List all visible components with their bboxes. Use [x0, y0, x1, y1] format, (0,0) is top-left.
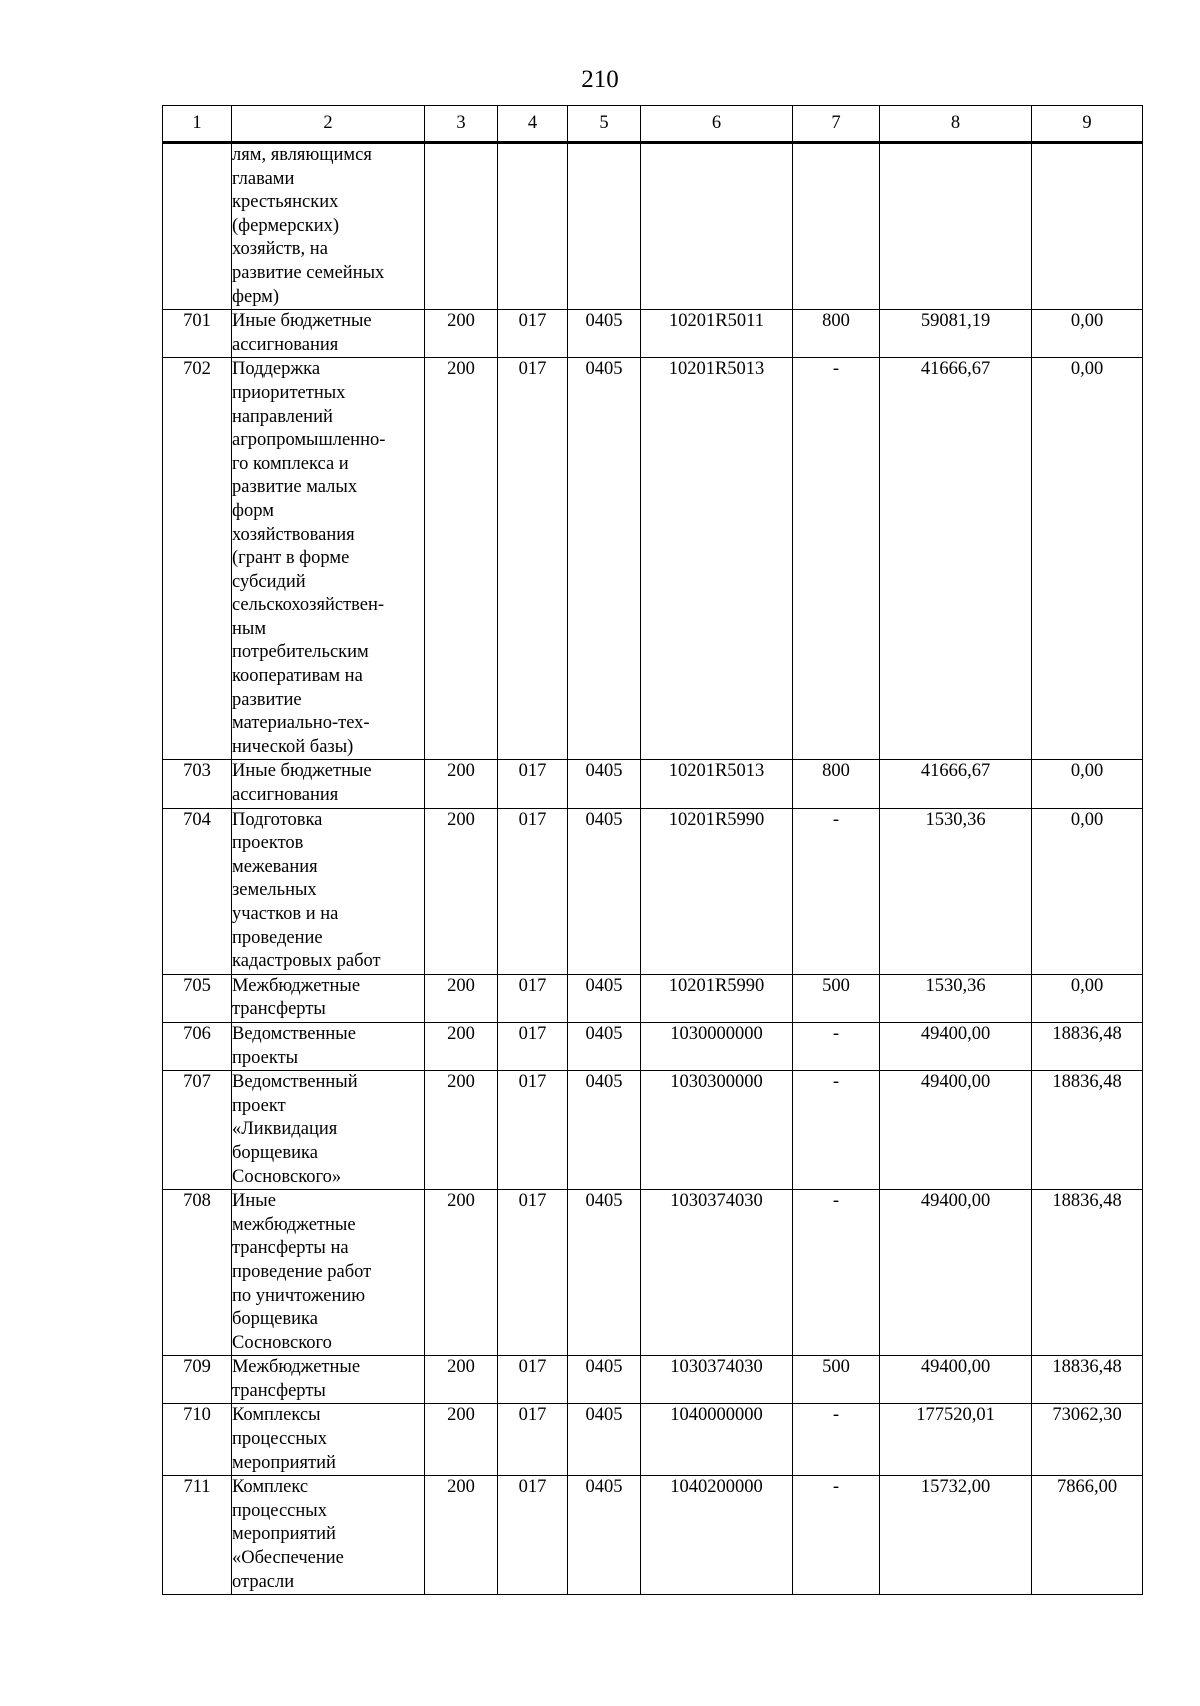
description-line: главами — [232, 168, 295, 189]
description-cell — [232, 143, 425, 310]
description-line: развитие малых — [232, 477, 358, 498]
amount-col9-cell: 0,00 — [1032, 358, 1143, 760]
description-line: трансферты на — [232, 1238, 349, 1259]
description-line: процессных — [232, 1429, 327, 1450]
row-number-cell: 710 — [163, 1404, 232, 1476]
column-header-7: 7 — [793, 106, 880, 143]
table-row — [163, 974, 1143, 1022]
amount-col8-cell: 41666,67 — [880, 760, 1032, 808]
description-line: (грант в форме — [232, 548, 350, 569]
amount-col9-cell: 0,00 — [1032, 808, 1143, 974]
description-line: Иные бюджетные — [232, 311, 372, 332]
amount-col9-cell — [1032, 143, 1143, 310]
amount-col8-cell: 49400,00 — [880, 1071, 1032, 1190]
description-line: борщевика — [232, 1142, 318, 1163]
code-col4-cell: 017 — [498, 974, 568, 1022]
code-col6-cell: 10201R5011 — [641, 310, 793, 358]
description-line: форм — [232, 500, 274, 521]
code-col6-cell: 10201R5013 — [641, 358, 793, 760]
description-line: земельных — [232, 880, 317, 901]
description-cell — [232, 1022, 425, 1070]
code-col3-cell — [425, 143, 498, 310]
code-col3-cell: 200 — [425, 1476, 498, 1595]
row-number-cell: 705 — [163, 974, 232, 1022]
amount-col9-cell: 18836,48 — [1032, 1190, 1143, 1356]
code-col7-cell: 500 — [793, 1356, 880, 1404]
code-col5-cell: 0405 — [568, 808, 641, 974]
description-line: нической базы) — [232, 736, 354, 757]
column-header-8: 8 — [880, 106, 1032, 143]
row-number-cell: 707 — [163, 1071, 232, 1190]
code-col3-cell: 200 — [425, 808, 498, 974]
description-line: ассигнования — [232, 785, 339, 806]
description-line: развитие — [232, 689, 302, 710]
description-line: трансферты — [232, 1380, 326, 1401]
code-col3-cell: 200 — [425, 1190, 498, 1356]
description-line: приоритетных — [232, 382, 346, 403]
code-col6-cell: 1030000000 — [641, 1022, 793, 1070]
code-col4-cell: 017 — [498, 1190, 568, 1356]
code-col7-cell: 800 — [793, 760, 880, 808]
row-number-cell: 701 — [163, 310, 232, 358]
description-line: крестьянских — [232, 192, 339, 213]
code-col7-cell: 500 — [793, 974, 880, 1022]
code-col5-cell: 0405 — [568, 1071, 641, 1190]
code-col3-cell: 200 — [425, 760, 498, 808]
table-body — [163, 143, 1143, 1595]
description-line: мероприятий — [232, 1524, 336, 1545]
description-line: агропромышленно- — [232, 430, 386, 451]
table-row — [163, 1022, 1143, 1070]
row-number-cell: 708 — [163, 1190, 232, 1356]
description-line: трансферты — [232, 999, 326, 1020]
table-row — [163, 1404, 1143, 1476]
description-line: отрасли — [232, 1571, 295, 1592]
row-number-cell: 706 — [163, 1022, 232, 1070]
code-col3-cell: 200 — [425, 1022, 498, 1070]
column-header-4: 4 — [498, 106, 568, 143]
description-line: Комплекс — [232, 1477, 309, 1498]
description-line: Сосновского» — [232, 1166, 342, 1187]
description-line: кадастровых работ — [232, 951, 381, 972]
description-line: го комплекса и — [232, 453, 349, 474]
column-header-9: 9 — [1032, 106, 1143, 143]
code-col3-cell: 200 — [425, 1404, 498, 1476]
code-col6-cell — [641, 143, 793, 310]
description-cell — [232, 1356, 425, 1404]
budget-table — [162, 105, 1143, 1595]
amount-col8-cell: 1530,36 — [880, 974, 1032, 1022]
row-number-cell: 711 — [163, 1476, 232, 1595]
code-col3-cell: 200 — [425, 310, 498, 358]
code-col7-cell: - — [793, 1476, 880, 1595]
amount-col9-cell: 7866,00 — [1032, 1476, 1143, 1595]
code-col5-cell: 0405 — [568, 1190, 641, 1356]
code-col5-cell — [568, 143, 641, 310]
description-line: хозяйствования — [232, 524, 355, 545]
description-line: проект — [232, 1095, 286, 1116]
code-col7-cell — [793, 143, 880, 310]
amount-col9-cell: 0,00 — [1032, 310, 1143, 358]
amount-col9-cell: 0,00 — [1032, 974, 1143, 1022]
amount-col9-cell: 18836,48 — [1032, 1022, 1143, 1070]
description-line: процессных — [232, 1500, 327, 1521]
code-col7-cell: - — [793, 1022, 880, 1070]
code-col5-cell: 0405 — [568, 358, 641, 760]
code-col4-cell — [498, 143, 568, 310]
description-line: Ведомственный — [232, 1072, 358, 1093]
table-row — [163, 143, 1143, 310]
description-line: межбюджетные — [232, 1214, 356, 1235]
description-cell — [232, 310, 425, 358]
description-line: субсидий — [232, 571, 306, 592]
description-line: Ведомственные — [232, 1023, 356, 1044]
code-col4-cell: 017 — [498, 760, 568, 808]
code-col4-cell: 017 — [498, 1022, 568, 1070]
description-line: сельскохозяйствен- — [232, 595, 385, 616]
table-row — [163, 358, 1143, 760]
code-col5-cell: 0405 — [568, 1404, 641, 1476]
description-line: проведение — [232, 927, 323, 948]
code-col7-cell: - — [793, 808, 880, 974]
row-number-cell: 704 — [163, 808, 232, 974]
code-col4-cell: 017 — [498, 1356, 568, 1404]
description-cell — [232, 1404, 425, 1476]
code-col4-cell: 017 — [498, 1404, 568, 1476]
description-line: Комплексы — [232, 1405, 321, 1426]
code-col5-cell: 0405 — [568, 1476, 641, 1595]
code-col3-cell: 200 — [425, 358, 498, 760]
description-line: Межбюджетные — [232, 975, 361, 996]
description-line: Межбюджетные — [232, 1357, 361, 1378]
code-col6-cell: 1040000000 — [641, 1404, 793, 1476]
code-col4-cell: 017 — [498, 808, 568, 974]
description-line: Подготовка — [232, 809, 323, 830]
row-number-cell: 703 — [163, 760, 232, 808]
description-line: ферм) — [232, 286, 280, 307]
code-col6-cell: 1030374030 — [641, 1190, 793, 1356]
table-header — [163, 106, 1143, 143]
amount-col9-cell: 18836,48 — [1032, 1071, 1143, 1190]
column-header-6: 6 — [641, 106, 793, 143]
description-line: Сосновского — [232, 1332, 332, 1353]
amount-col9-cell: 0,00 — [1032, 760, 1143, 808]
description-line: борщевика — [232, 1309, 318, 1330]
amount-col8-cell: 49400,00 — [880, 1022, 1032, 1070]
code-col5-cell: 0405 — [568, 974, 641, 1022]
description-cell — [232, 1190, 425, 1356]
amount-col8-cell — [880, 143, 1032, 310]
description-line: Иные — [232, 1191, 276, 1212]
amount-col8-cell: 177520,01 — [880, 1404, 1032, 1476]
column-header-1: 1 — [163, 106, 232, 143]
description-line: участков и на — [232, 904, 339, 924]
table-row — [163, 310, 1143, 358]
description-line: лям, являющимся — [232, 145, 372, 165]
description-line: Иные бюджетные — [232, 761, 372, 782]
description-line: «Обеспечение — [232, 1548, 344, 1569]
description-line: ным — [232, 618, 267, 639]
description-line: кооперативам на — [232, 666, 363, 687]
description-cell — [232, 358, 425, 760]
amount-col9-cell: 18836,48 — [1032, 1356, 1143, 1404]
code-col5-cell: 0405 — [568, 1022, 641, 1070]
table-row — [163, 1071, 1143, 1190]
column-header-2: 2 — [232, 106, 425, 143]
description-line: мероприятий — [232, 1452, 336, 1473]
table-row — [163, 1356, 1143, 1404]
description-line: ассигнования — [232, 334, 339, 355]
code-col7-cell: - — [793, 1190, 880, 1356]
code-col5-cell: 0405 — [568, 760, 641, 808]
code-col6-cell: 1030300000 — [641, 1071, 793, 1190]
table-row — [163, 1190, 1143, 1356]
description-line: проведение работ — [232, 1261, 372, 1282]
code-col6-cell: 10201R5990 — [641, 974, 793, 1022]
amount-col9-cell: 73062,30 — [1032, 1404, 1143, 1476]
code-col3-cell: 200 — [425, 1356, 498, 1404]
description-cell — [232, 974, 425, 1022]
description-line: развитие семейных — [232, 262, 385, 283]
code-col4-cell: 017 — [498, 1476, 568, 1595]
table-row — [163, 760, 1143, 808]
column-header-5: 5 — [568, 106, 641, 143]
code-col6-cell: 1040200000 — [641, 1476, 793, 1595]
description-line: материально-тех- — [232, 713, 370, 734]
code-col3-cell: 200 — [425, 1071, 498, 1190]
amount-col8-cell: 15732,00 — [880, 1476, 1032, 1595]
code-col6-cell: 10201R5990 — [641, 808, 793, 974]
description-cell — [232, 760, 425, 808]
amount-col8-cell: 49400,00 — [880, 1356, 1032, 1404]
description-line: по уничтожению — [232, 1285, 366, 1306]
column-header-3: 3 — [425, 106, 498, 143]
code-col6-cell: 1030374030 — [641, 1356, 793, 1404]
code-col4-cell: 017 — [498, 358, 568, 760]
code-col7-cell: 800 — [793, 310, 880, 358]
description-line: «Ликвидация — [232, 1119, 338, 1140]
amount-col8-cell: 59081,19 — [880, 310, 1032, 358]
description-cell — [232, 1071, 425, 1190]
row-number-cell — [163, 143, 232, 310]
code-col4-cell: 017 — [498, 1071, 568, 1190]
amount-col8-cell: 49400,00 — [880, 1190, 1032, 1356]
code-col7-cell: - — [793, 358, 880, 760]
description-line: (фермерских) — [232, 215, 340, 236]
code-col7-cell: - — [793, 1071, 880, 1190]
description-line: межевания — [232, 856, 318, 877]
description-line: проекты — [232, 1047, 299, 1068]
table-row — [163, 1476, 1143, 1595]
description-line: проектов — [232, 833, 304, 854]
code-col7-cell: - — [793, 1404, 880, 1476]
code-col4-cell: 017 — [498, 310, 568, 358]
description-cell — [232, 1476, 425, 1595]
code-col5-cell: 0405 — [568, 310, 641, 358]
amount-col8-cell: 1530,36 — [880, 808, 1032, 974]
description-cell — [232, 808, 425, 974]
description-line: потребительским — [232, 642, 369, 663]
row-number-cell: 709 — [163, 1356, 232, 1404]
row-number-cell: 702 — [163, 358, 232, 760]
page-number: 210 — [581, 66, 619, 93]
header-row — [163, 106, 1143, 143]
description-line: направлений — [232, 406, 333, 427]
code-col6-cell: 10201R5013 — [641, 760, 793, 808]
code-col3-cell: 200 — [425, 974, 498, 1022]
code-col5-cell: 0405 — [568, 1356, 641, 1404]
description-line: Поддержка — [232, 359, 321, 380]
description-line: хозяйств, на — [232, 239, 328, 260]
table-row — [163, 808, 1143, 974]
amount-col8-cell: 41666,67 — [880, 358, 1032, 760]
